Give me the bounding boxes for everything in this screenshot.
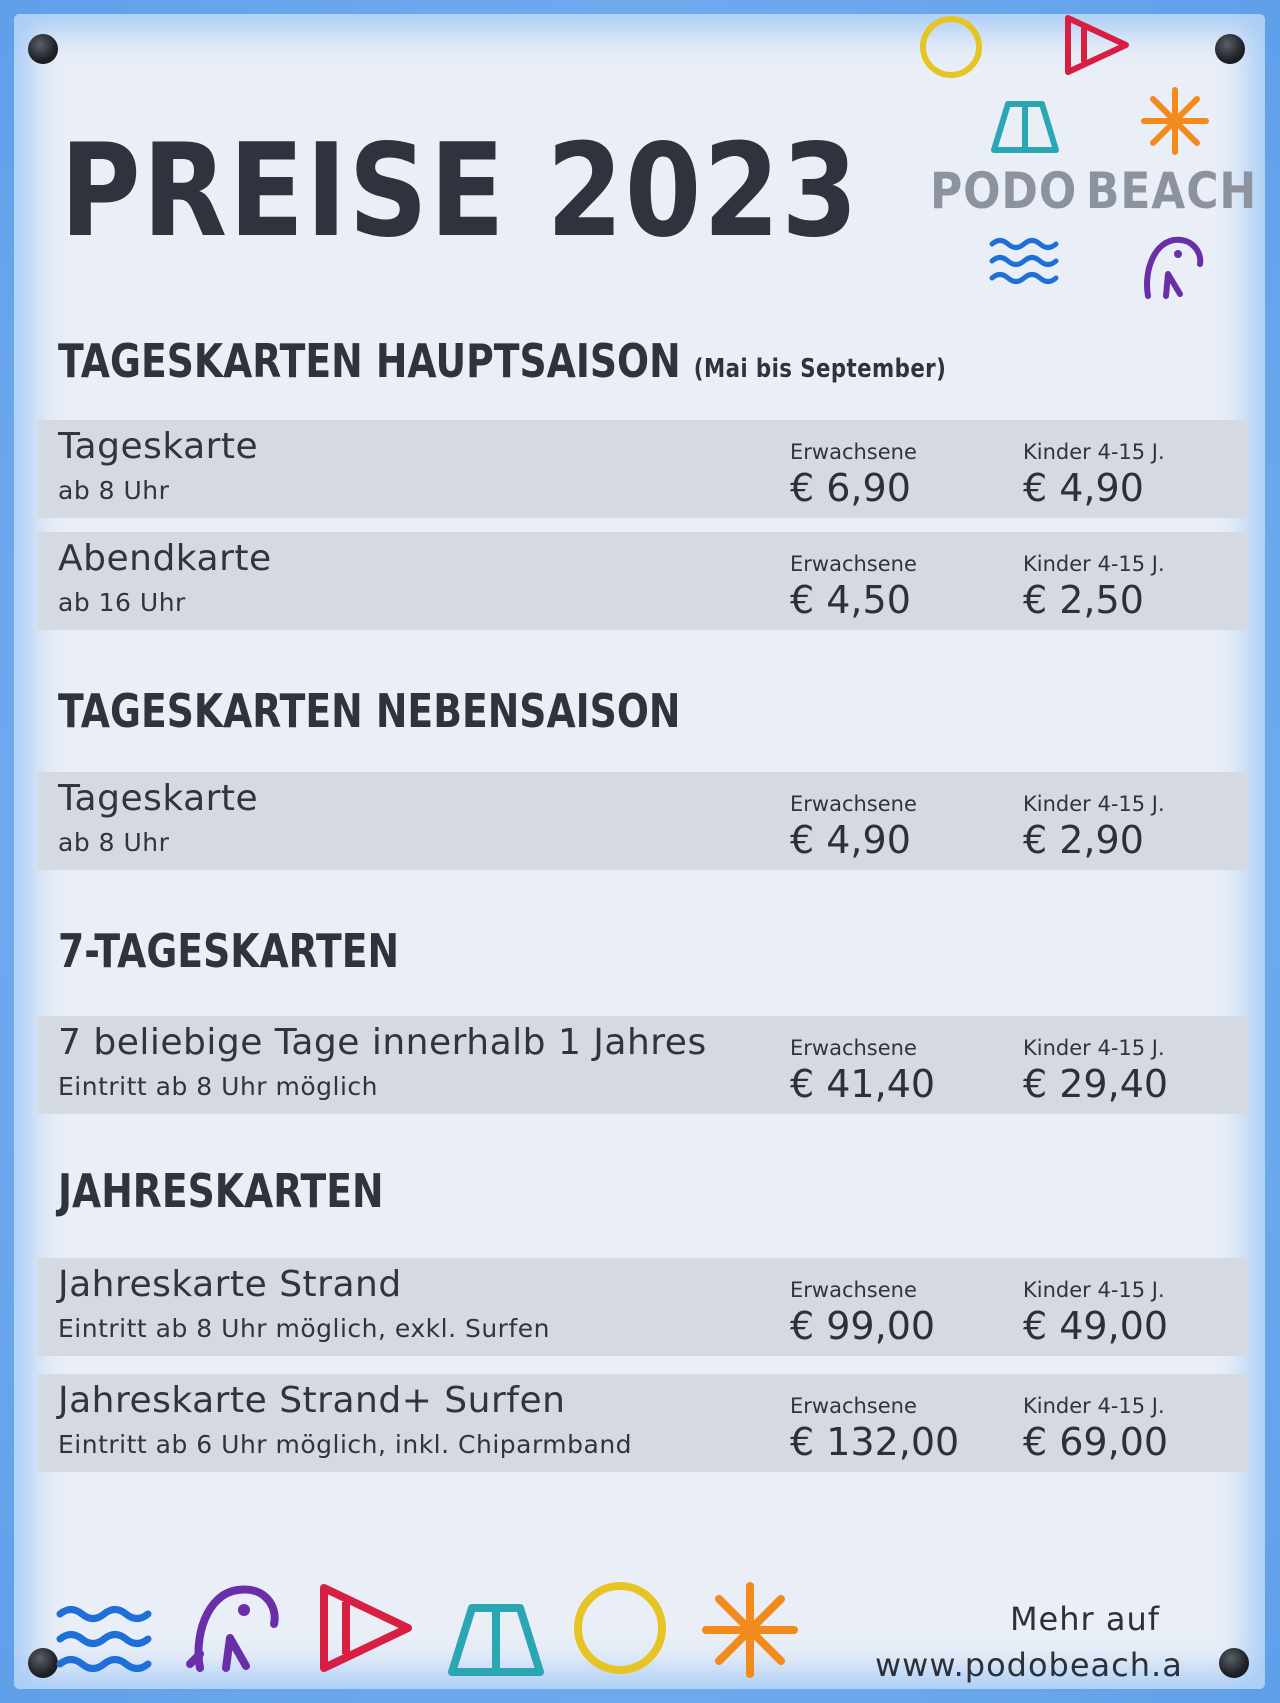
adult-label: Erwachsene xyxy=(790,552,917,576)
section-title-7-tageskarten: 7-TAGESKARTEN xyxy=(58,924,400,978)
child-price: € 2,50 xyxy=(1023,578,1144,622)
ticket-note: Eintritt ab 6 Uhr möglich, inkl. Chiparmband xyxy=(58,1430,633,1459)
adult-label: Erwachsene xyxy=(790,1394,917,1418)
child-price: € 49,00 xyxy=(1023,1304,1169,1348)
adult-label: Erwachsene xyxy=(790,1036,917,1060)
child-price: € 4,90 xyxy=(1023,466,1144,510)
waves-icon xyxy=(54,1600,154,1678)
adult-label: Erwachsene xyxy=(790,1278,917,1302)
ticket-name: 7 beliebige Tage innerhalb 1 Jahres xyxy=(58,1022,707,1063)
price-row-tageskarte-haupt xyxy=(38,420,1248,518)
ticket-name: Jahreskarte Strand xyxy=(58,1264,402,1305)
bird-icon xyxy=(186,1576,286,1678)
sun-star-icon xyxy=(1140,86,1210,156)
section-title-jahreskarten: JAHRESKARTEN xyxy=(58,1164,384,1218)
mounting-bolt xyxy=(1215,34,1245,64)
price-row-jahreskarte-surfen xyxy=(38,1374,1248,1472)
ticket-note: ab 16 Uhr xyxy=(58,588,186,617)
tent-icon xyxy=(990,98,1060,156)
adult-price: € 41,40 xyxy=(790,1062,936,1106)
more-info-label: Mehr auf xyxy=(1009,1600,1160,1638)
section-heading: TAGESKARTEN HAUPTSAISON xyxy=(58,334,681,388)
mounting-bolt xyxy=(1219,1648,1249,1678)
ticket-name: Abendkarte xyxy=(58,538,272,579)
child-label: Kinder 4-15 J. xyxy=(1023,1394,1165,1418)
price-row-tageskarte-neben xyxy=(38,772,1248,870)
adult-price: € 99,00 xyxy=(790,1304,936,1348)
child-price: € 2,90 xyxy=(1023,818,1144,862)
adult-label: Erwachsene xyxy=(790,792,917,816)
ticket-name: Tageskarte xyxy=(58,778,259,819)
circle-icon xyxy=(918,14,984,80)
section-title-nebensaison: TAGESKARTEN NEBENSAISON xyxy=(58,684,681,738)
price-row-7-tage xyxy=(38,1016,1248,1114)
brand-word-beach: BEACH xyxy=(1085,162,1258,220)
waves-icon xyxy=(988,234,1060,288)
section-title-hauptsaison xyxy=(58,334,947,388)
child-label: Kinder 4-15 J. xyxy=(1023,792,1165,816)
mounting-bolt xyxy=(28,34,58,64)
adult-price: € 4,90 xyxy=(790,818,911,862)
child-label: Kinder 4-15 J. xyxy=(1023,552,1165,576)
price-row-jahreskarte-strand xyxy=(38,1258,1248,1356)
website-url: www.podobeach.a xyxy=(875,1646,1183,1684)
adult-price: € 4,50 xyxy=(790,578,911,622)
page-title: PREISE 2023 xyxy=(60,117,860,266)
ticket-name: Tageskarte xyxy=(58,426,259,467)
child-label: Kinder 4-15 J. xyxy=(1023,1036,1165,1060)
bird-icon xyxy=(1138,230,1208,304)
child-label: Kinder 4-15 J. xyxy=(1023,1278,1165,1302)
section-subtitle: (Mai bis September) xyxy=(693,354,947,384)
ticket-note: Eintritt ab 8 Uhr möglich xyxy=(58,1072,379,1101)
sun-star-icon xyxy=(700,1580,800,1680)
price-row-abendkarte xyxy=(38,532,1248,630)
ticket-note: ab 8 Uhr xyxy=(58,476,170,505)
play-triangle-icon xyxy=(316,1580,416,1676)
ticket-note: Eintritt ab 8 Uhr möglich, exkl. Surfen xyxy=(58,1314,550,1343)
child-label: Kinder 4-15 J. xyxy=(1023,440,1165,464)
adult-label: Erwachsene xyxy=(790,440,917,464)
circle-icon xyxy=(572,1580,668,1676)
ticket-note: ab 8 Uhr xyxy=(58,828,170,857)
child-price: € 29,40 xyxy=(1023,1062,1169,1106)
brand-word-podo: PODO xyxy=(930,162,1078,220)
tent-icon xyxy=(446,1600,546,1680)
adult-price: € 132,00 xyxy=(790,1420,960,1464)
child-price: € 69,00 xyxy=(1023,1420,1169,1464)
brand-logo xyxy=(930,162,1257,220)
play-triangle-icon xyxy=(1062,12,1132,78)
ticket-name: Jahreskarte Strand+ Surfen xyxy=(58,1380,566,1421)
adult-price: € 6,90 xyxy=(790,466,911,510)
